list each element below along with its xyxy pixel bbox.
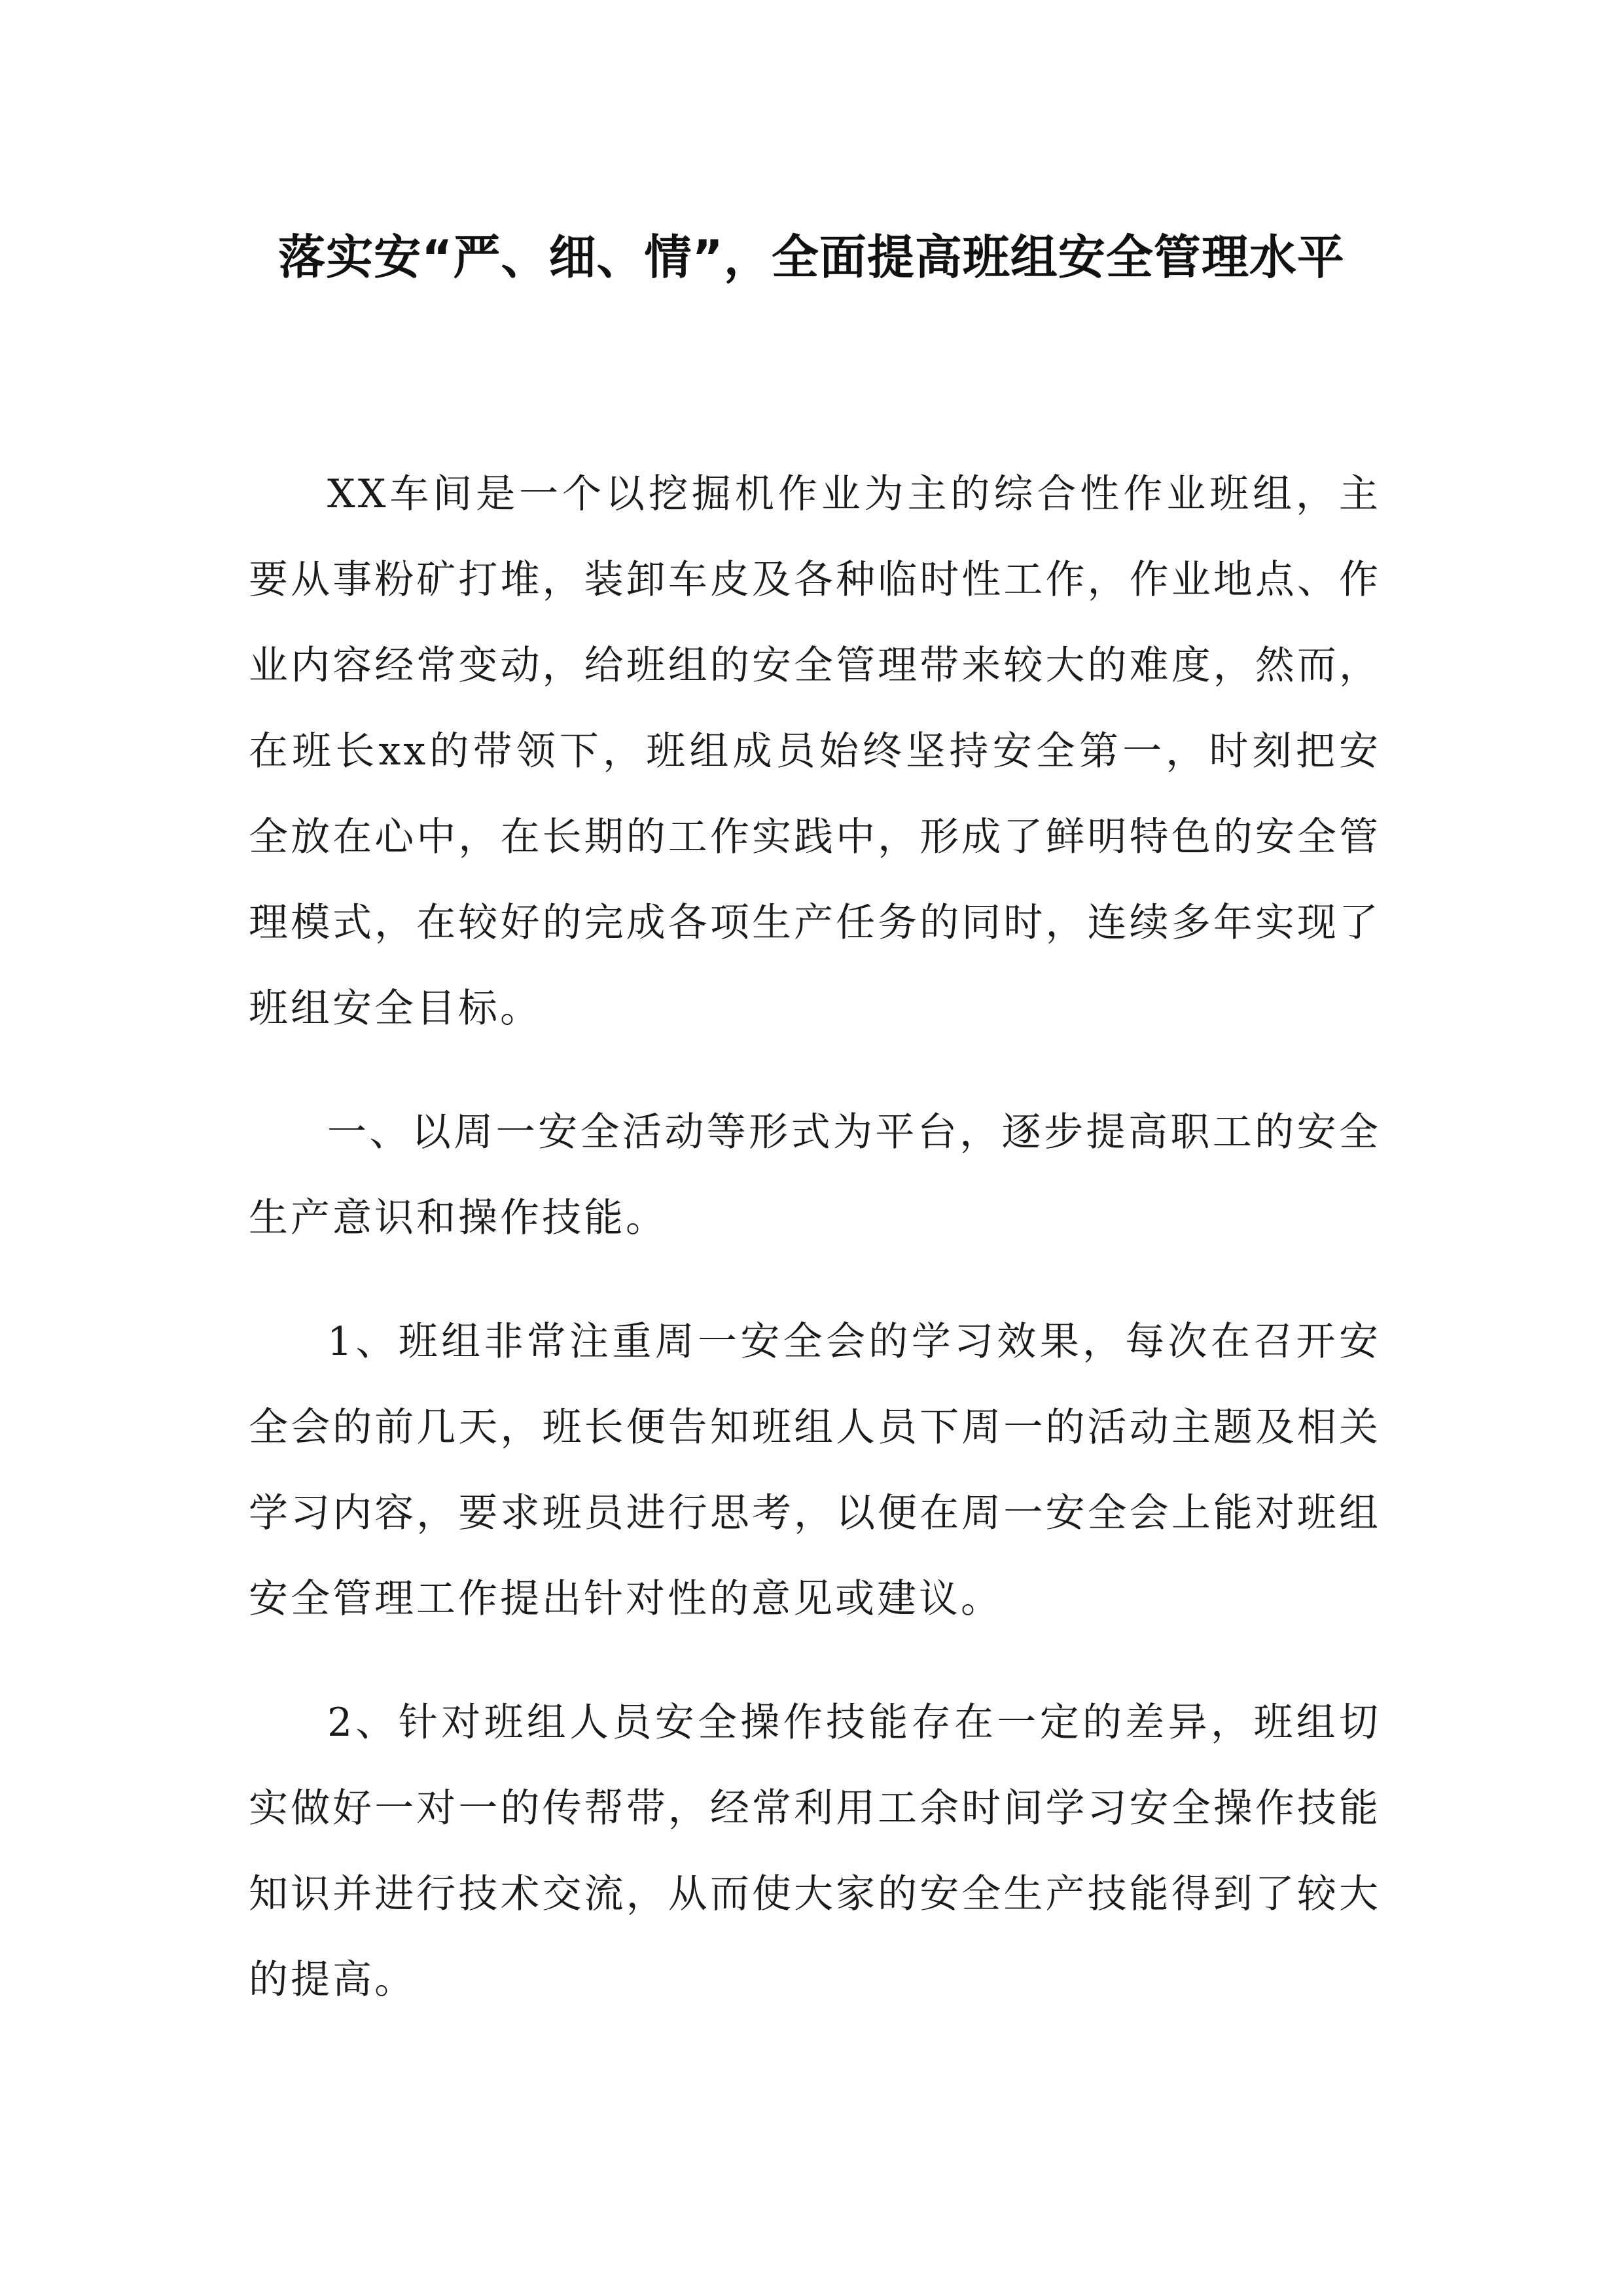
document-body [249, 452, 1381, 2061]
item-two-paragraph: 2、针对班组人员安全操作技能存在一定的差异，班组切实做好一对一的传帮带，经常利用工余时间学习安全操作技能知识并进行技术交流，从而使大家的安全生产技能得到了较大的提高。 [249, 1700, 1381, 2003]
section-one-heading: 一、以周一安全活动等形式为平台，逐步提高职工的安全生产意识和操作技能。 [249, 1109, 1381, 1241]
intro-paragraph: XX车间是一个以挖掘机作业为主的综合性作业班组，主要从事粉矿打堆，装卸车皮及各种临时性工作，作业地点、作业内容经常变动，给班组的安全管理带来较大的难度，然而，在班长xx的带领下，班组成员始终坚持安全第一，时刻把安全放在心中，在长期的工作实践中，形成了鲜明特色的安全管理模式，在较好的完成各项生产任务的同时，连续多年实现了班组安全目标。 [249, 471, 1381, 1031]
document-title: 落实安“严、细、情”，全面提高班组安全管理水平 [278, 230, 1345, 285]
item-one-paragraph: 1、班组非常注重周一安全会的学习效果，每次在召开安全会的前几天，班长便告知班组人员下周一的活动主题及相关学习内容，要求班员进行思考，以便在周一安全会上能对班组安全管理工作提出针对性的意见或建议。 [249, 1319, 1381, 1622]
